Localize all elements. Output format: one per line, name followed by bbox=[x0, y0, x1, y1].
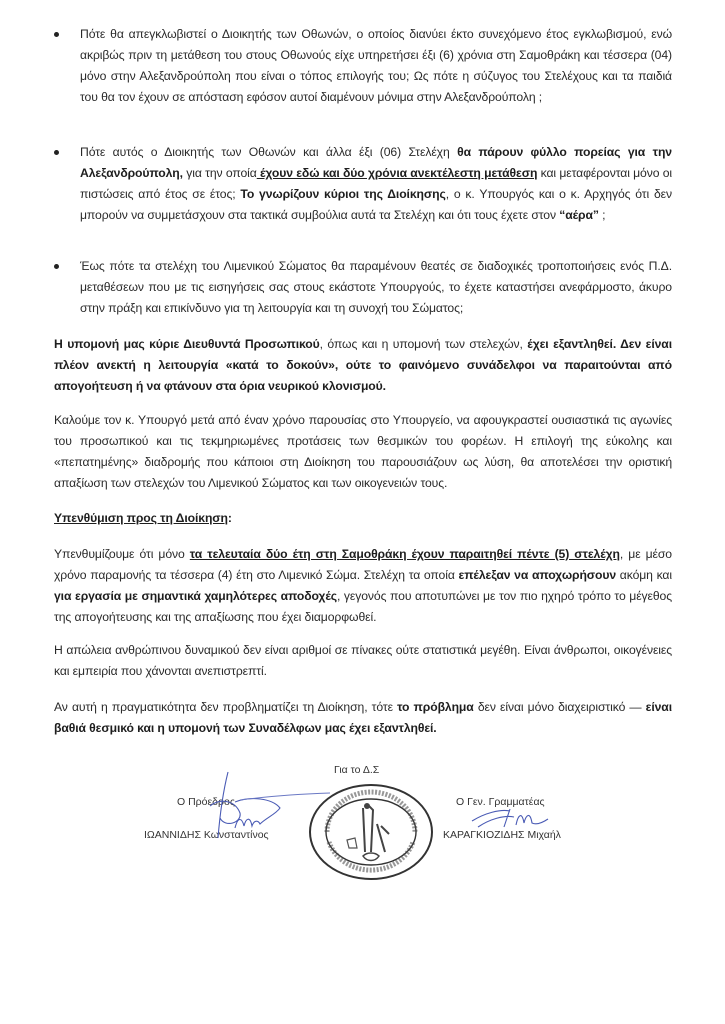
bullet-icon bbox=[54, 264, 59, 269]
bullet-icon bbox=[54, 150, 59, 155]
for-board-label: Για το Δ.Σ bbox=[334, 764, 380, 776]
bullet-text: Έως πότε τα στελέχη του Λιμενικού Σώματος θα παραμένουν θεατές σε διαδοχικές τροποποιήσεις ενός Π.Δ. μεταθέσεων που με τις εισηγήσεις σας στους εκάστοτε Υπουργούς, το έχετε καταστήσει ανεφάρμοστο, άκυρο στην πράξη και επικίνδυνο για τη λειτουργία και τη συνοχή του Σώματος; bbox=[80, 259, 672, 315]
paragraph-call-minister: Καλούμε τον κ. Υπουργό μετά από έναν χρόνο παρουσίας στο Υπουργείο, να αφουγκραστεί ουσιαστικά τις αγωνίες του προσωπικού και τις τεκμηριωμένες προτάσεις των θεσμικών του φορέων. Η επιλογή της εύκολης και «πεπατημένης» διαδρομής που κάποιοι στη Διοίκηση του παρουσιάζουν ως λύση, θα αποτελέσει την οριστική απαξίωση των στελεχών του Λιμενικού Σώματος και των οικογενειών τους. bbox=[54, 413, 672, 490]
paragraph-reminder-heading: Υπενθύμιση προς τη Διοίκηση: bbox=[54, 511, 232, 525]
paragraph-patience: Η υπομονή μας κύριε Διευθυντά Προσωπικού, όπως και η υπομονή των στελεχών, έχει εξαντληθεί. Δεν είναι πλέον ανεκτή η λειτουργία «κατά το δοκούν», ούτε το φαινόμενο συνάδελφοι να παραιτούνται από απογοήτευση ή να φτάνουν στα όρια νευρικού κλονισμού. bbox=[54, 337, 672, 393]
secretary-title: Ο Γεν. Γραμματέας bbox=[456, 796, 545, 808]
secretary-name: ΚΑΡΑΓΚΙΟΖΙΔΗΣ Μιχαήλ bbox=[443, 829, 561, 841]
bullet-icon bbox=[54, 32, 59, 37]
bullet-item bbox=[54, 256, 672, 319]
paragraph-conclusion: Αν αυτή η πραγματικότητα δεν προβληματίζει τη Διοίκηση, τότε το πρόβλημα δεν είναι μόνο διαχειριστικό — είναι βαθιά θεσμικό και η υπομονή των Συναδέλφων μας έχει εξαντληθεί. bbox=[54, 700, 672, 735]
paragraph-human-loss: Η απώλεια ανθρώπινου δυναμικού δεν είναι αριθμοί σε πίνακες ούτε στατιστικά μεγέθη. Είναι άνθρωποι, οικογένειες και εμπειρία που χάνονται ανεπιστρεπτί. bbox=[54, 643, 672, 678]
president-name: ΙΩΑΝΝΙΔΗΣ Κωνσταντίνος bbox=[144, 829, 269, 841]
association-stamp-icon bbox=[307, 782, 435, 882]
secretary-signature-icon bbox=[470, 805, 550, 830]
bullet-text: Πότε θα απεγκλωβιστεί ο Διοικητής των Οθωνών, ο οποίος διανύει έκτο συνεχόμενο έτος εγκλωβισμού, ενώ ακριβώς πριν τη μετάθεση του στους Οθωνούς είχε υπηρετήσει έξι (6) χρόνια στη Σαμοθράκη και τέσσερα (04) μόνο στην Αλεξανδρούπολη που είναι ο τόπος επιλογής του; Ως πότε η σύζυγος του Στελέχους και τα παιδιά του θα τον έχουν σε απόσταση εφόσον αυτοί διαμένουν μόνιμα στην Αλεξανδρούπολη ; bbox=[80, 27, 672, 104]
paragraph-resignations: Υπενθυμίζουμε ότι μόνο τα τελευταία δύο έτη στη Σαμοθράκη έχουν παραιτηθεί πέντε (5) στελέχη, με μέσο χρόνο παραμονής τα τέσσερα (4) έτη στο Λιμενικό Σώμα. Στελέχη τα οποία επέλεξαν να αποχωρήσουν ακόμη και για εργασία με σημαντικά χαμηλότερες αποδοχές, γεγονός που αποτυπώνει με τον πιο ηχηρό τρόπο το μέγεθος της απογοήτευσης και της απαξίωσης που έχει διαμορφωθεί. bbox=[54, 547, 672, 624]
bullet-item bbox=[54, 24, 672, 108]
president-title: Ο Πρόεδρος bbox=[177, 796, 235, 808]
bullet-text: Πότε αυτός ο Διοικητής των Οθωνών και άλλα έξι (06) Στελέχη θα πάρουν φύλλο πορείας για την Αλεξανδρούπολη, για την οποία έχουν εδώ και δύο χρόνια ανεκτέλεστη μετάθεση και μεταφέρονται μόνο οι πιστώσεις από έτος σε έτος; Το γνωρίζουν κύριοι της Διοίκησης, ο κ. Υπουργός και ο κ. Αρχηγός ότι δεν μπορούν να συμμετάσχουν στα τακτικά συμβούλια αυτά τα Στελέχη και ότι τους έχετε στον “αέρα” ; bbox=[80, 145, 672, 222]
bullet-item bbox=[54, 142, 672, 226]
